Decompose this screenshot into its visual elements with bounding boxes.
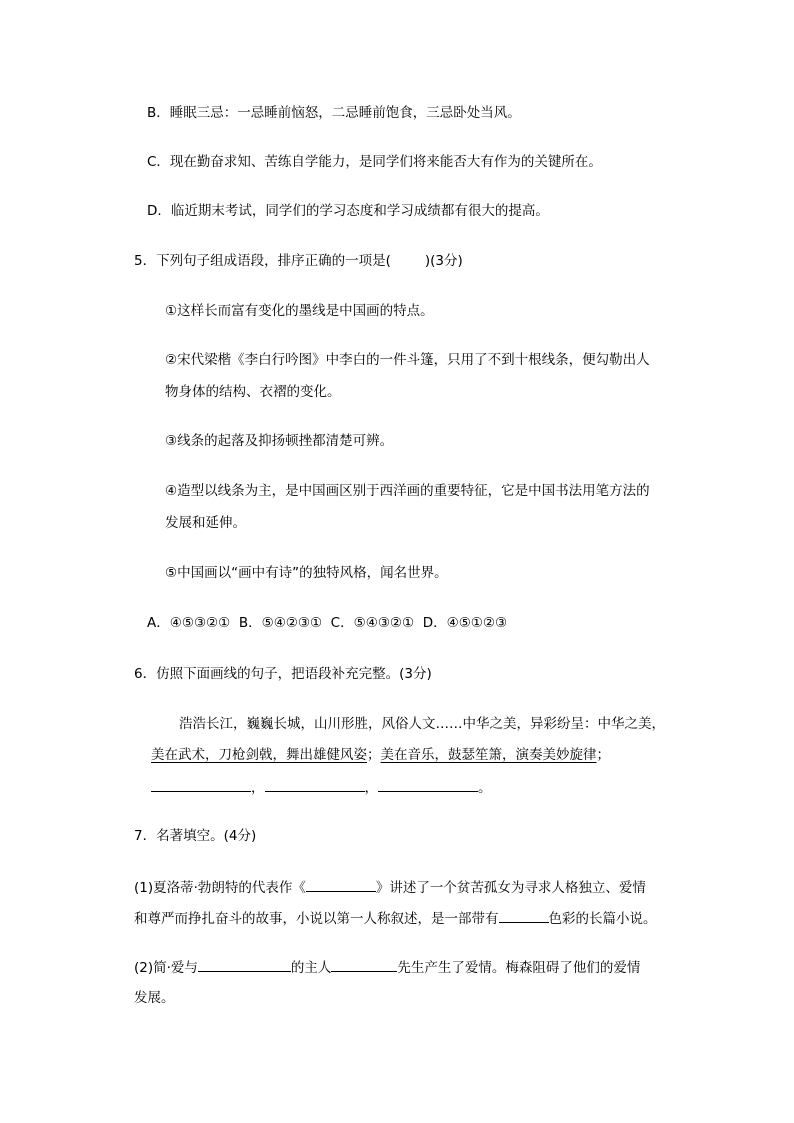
q4-option-d: D．临近期末考试，同学们的学习态度和学习成绩都有很大的提高。 bbox=[147, 203, 549, 219]
q5-sentence-5: ⑤中国画以“画中有诗”的独特风格，闻名世界。 bbox=[165, 565, 448, 581]
q6-stem: 6．仿照下面画线的句子，把语段补充完整。(3分) bbox=[134, 666, 432, 682]
q5-stem-text: 5．下列句子组成语段，排序正确的一项是( bbox=[134, 253, 391, 269]
q6-comma-1: ， bbox=[251, 780, 265, 796]
q6-underlined-sentence-1: 美在武术，刀枪剑戟，舞出雄健风姿 bbox=[151, 747, 367, 763]
q5-sentence-1: ①这样长而富有变化的墨线是中国画的特点。 bbox=[165, 303, 434, 319]
q5-stem bbox=[134, 252, 463, 270]
q6-blank-2[interactable] bbox=[265, 777, 365, 792]
q7-part-2-line-1 bbox=[134, 957, 640, 977]
q6-blank-3[interactable] bbox=[378, 777, 478, 792]
q6-blank-1[interactable] bbox=[151, 777, 251, 792]
q5-sentence-2-line-2: 物身体的结构、衣褶的变化。 bbox=[165, 384, 341, 400]
q7-style-blank[interactable] bbox=[499, 908, 549, 923]
q7-part-1-line-2 bbox=[134, 908, 657, 928]
q6-line-end: ； bbox=[596, 747, 610, 763]
q7-part-2-text-2: 先生产生了爱情。梅森阻碍了他们的爱情 bbox=[397, 960, 641, 976]
q6-passage-line-2 bbox=[151, 746, 610, 764]
q7-place-blank[interactable] bbox=[198, 957, 291, 972]
q7-part-1-text-3: 色彩的长篇小说。 bbox=[548, 911, 657, 927]
q7-part-1-line-1 bbox=[134, 877, 646, 897]
q6-answer-line bbox=[151, 777, 492, 797]
q5-options: A．④⑤③②① B．⑤④②③① C．⑤④③②① D．④⑤①②③ bbox=[147, 615, 508, 631]
q5-sentence-2-line-1: ②宋代梁楷《李白行吟图》中李白的一件斗篷，只用了不到十根线条，便勾勒出人 bbox=[165, 352, 650, 368]
q5-sentence-3: ③线条的起落及抑扬顿挫都清楚可辨。 bbox=[165, 433, 394, 449]
q7-part-1-text: 》讲述了一个贫苦孤女为寻求人格独立、爱情 bbox=[375, 880, 646, 896]
q6-passage-line-1: 浩浩长江，巍巍长城，山川形胜，风俗人文……中华之美，异彩纷呈：中华之美， bbox=[179, 716, 665, 732]
q4-option-c: C．现在勤奋求知、苦练自学能力，是同学们将来能否大有作为的关键所在。 bbox=[147, 154, 602, 170]
q5-sentence-4-line-1: ④造型以线条为主，是中国画区别于西洋画的重要特征，它是中国书法用笔方法的 bbox=[165, 483, 650, 499]
q7-part-2-line-2: 发展。 bbox=[134, 990, 175, 1006]
q6-comma-2: ， bbox=[364, 780, 378, 796]
q6-underlined-sentence-2: 美在音乐，鼓瑟笙箫，演奏美妙旋律 bbox=[380, 747, 597, 763]
q7-part-1-text-2: 和尊严而挣扎奋斗的故事，小说以第一人称叙述，是一部带有 bbox=[134, 911, 499, 927]
q7-stem: 7．名著填空。(4分) bbox=[134, 828, 257, 844]
q7-part-1-intro: (1)夏洛蒂·勃朗特的代表作《 bbox=[134, 880, 306, 896]
q6-period: 。 bbox=[478, 780, 492, 796]
q7-book-title-blank[interactable] bbox=[306, 877, 376, 892]
q5-score: )(3分) bbox=[424, 253, 463, 269]
q5-sentence-4-line-2: 发展和延伸。 bbox=[165, 515, 246, 531]
q6-separator: ； bbox=[367, 747, 381, 763]
q4-option-b: B．睡眠三忌：一忌睡前恼怒，二忌睡前饱食，三忌卧处当风。 bbox=[147, 105, 521, 121]
q7-name-blank[interactable] bbox=[331, 957, 397, 972]
q7-part-2-intro: (2)简·爱与 bbox=[134, 960, 198, 976]
q7-part-2-text: 的主人 bbox=[290, 960, 332, 976]
